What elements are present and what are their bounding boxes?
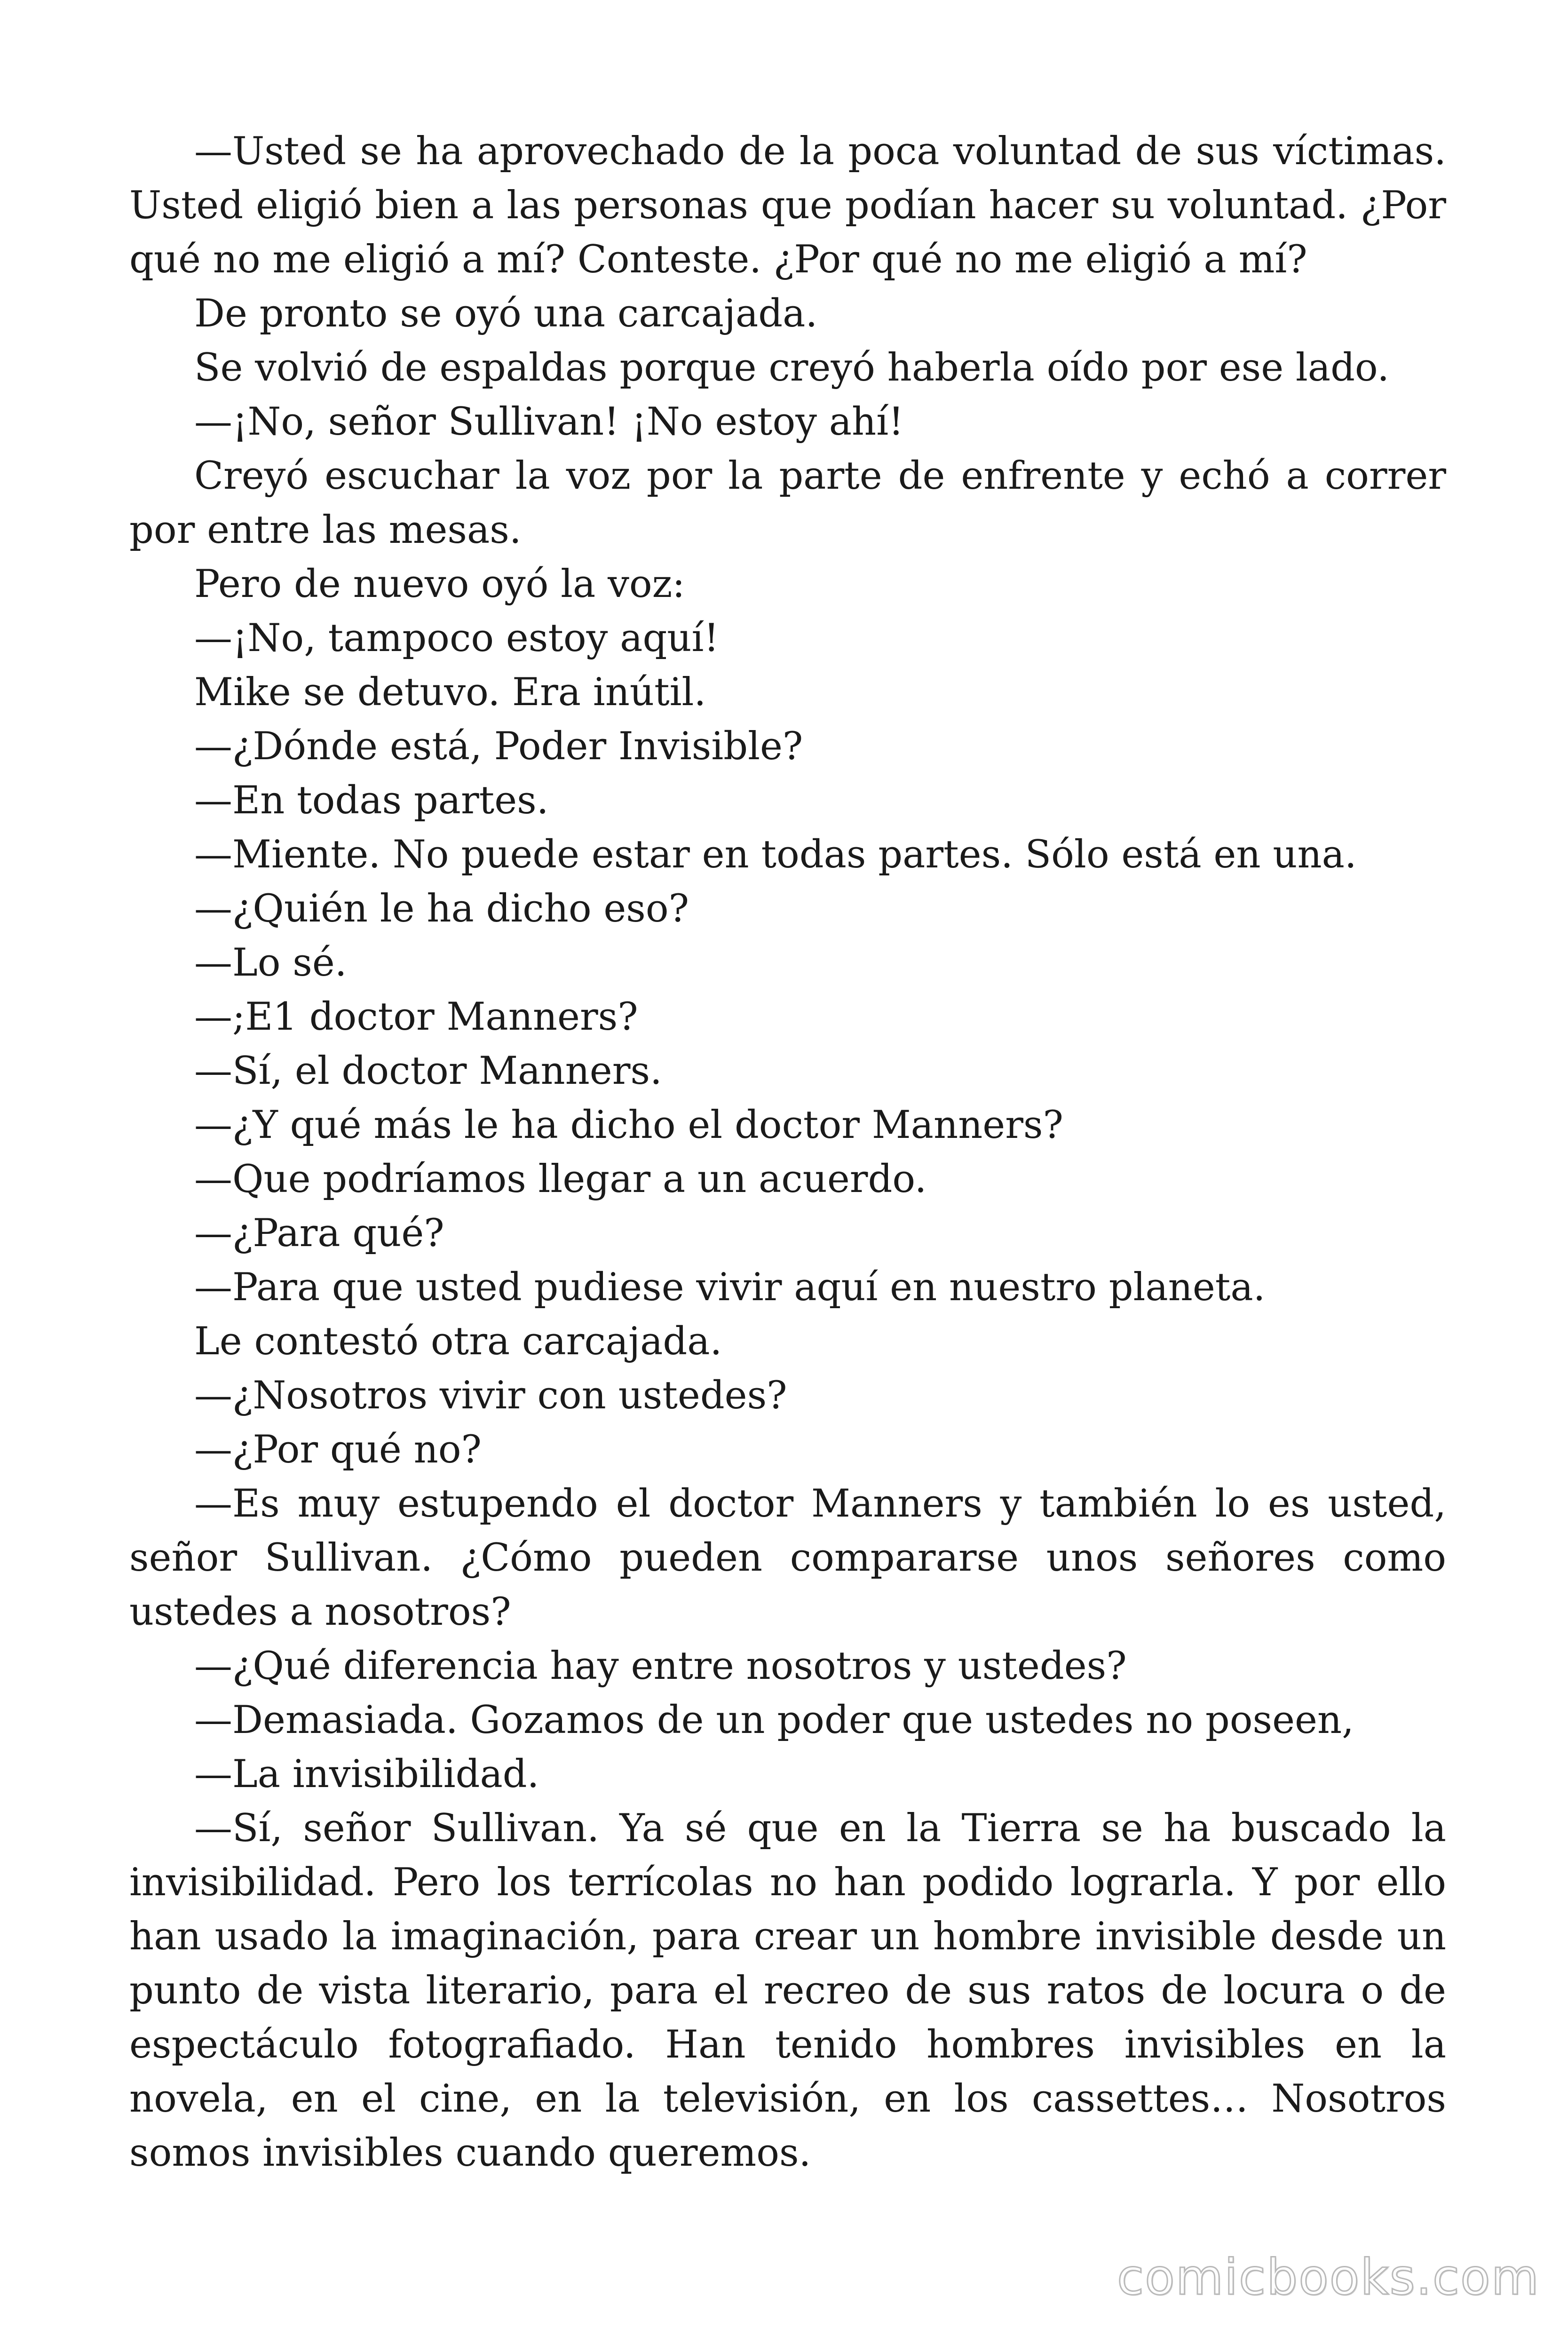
paragraph-10: —En todas partes.: [194, 779, 549, 823]
paragraph-22: —¿Por qué no?: [194, 1428, 482, 1472]
paragraph-23: —Es muy estupendo el doctor Manners y también lo es usted, señor Sullivan. ¿Cómo pueden compararse unos señores como ustedes a nosotros?: [129, 1482, 1446, 1634]
paragraph-16: —¿Y qué más le ha dicho el doctor Manners?: [194, 1103, 1063, 1147]
paragraph-8: Mike se detuvo. Era inútil.: [194, 670, 706, 715]
paragraph-27: —Sí, señor Sullivan. Ya sé que en la Tierra se ha buscado la invisibilidad. Pero los terrícolas no han podido lograrla. Y por ello han usado la imaginación, para crear un hombre invisible desde un punto de vista literario, para el recreo de sus ratos de locura o de espectáculo fotografiado. Han tenido hombres invisibles en la novela, en el cine, en la televisión, en los cassettes… Nosotros somos invisibles cuando queremos.: [129, 1806, 1446, 2175]
paragraph-5: Creyó escuchar la voz por la parte de enfrente y echó a correr por entre las mesas.: [129, 454, 1446, 552]
page-text: [129, 125, 1446, 2180]
paragraph-12: —¿Quién le ha dicho eso?: [194, 887, 689, 931]
paragraph-13: —Lo sé.: [194, 941, 347, 985]
watermark-text: comicbooks.com: [1117, 2249, 1540, 2306]
paragraph-14: —;E1 doctor Manners?: [194, 995, 638, 1039]
paragraph-24: —¿Qué diferencia hay entre nosotros y ustedes?: [194, 1644, 1127, 1688]
paragraph-21: —¿Nosotros vivir con ustedes?: [194, 1374, 787, 1418]
paragraph-26: —La invisibilidad.: [194, 1752, 539, 1796]
paragraph-4: —¡No, señor Sullivan! ¡No estoy ahí!: [194, 400, 904, 444]
paragraph-3: Se volvió de espaldas porque creyó haberla oído por ese lado.: [194, 346, 1390, 390]
paragraph-15: —Sí, el doctor Manners.: [194, 1049, 662, 1093]
paragraph-2: De pronto se oyó una carcajada.: [194, 292, 818, 336]
paragraph-9: —¿Dónde está, Poder Invisible?: [194, 724, 803, 769]
paragraph-7: —¡No, tampoco estoy aquí!: [194, 616, 719, 660]
paragraph-6: Pero de nuevo oyó la voz:: [194, 562, 685, 606]
paragraph-17: —Que podríamos llegar a un acuerdo.: [194, 1157, 927, 1201]
paragraph-20: Le contestó otra carcajada.: [194, 1319, 722, 1364]
paragraph-11: —Miente. No puede estar en todas partes. Sólo está en una.: [194, 833, 1357, 877]
paragraph-18: —¿Para qué?: [194, 1211, 444, 1255]
paragraph-19: —Para que usted pudiese vivir aquí en nuestro planeta.: [194, 1265, 1266, 1310]
paragraph-25: —Demasiada. Gozamos de un poder que ustedes no poseen,: [194, 1698, 1354, 1742]
paragraph-1: —Usted se ha aprovechado de la poca voluntad de sus víctimas. Usted eligió bien a las personas que podían hacer su voluntad. ¿Por qué no me eligió a mí? Conteste. ¿Por qué no me eligió a mí?: [129, 129, 1446, 282]
